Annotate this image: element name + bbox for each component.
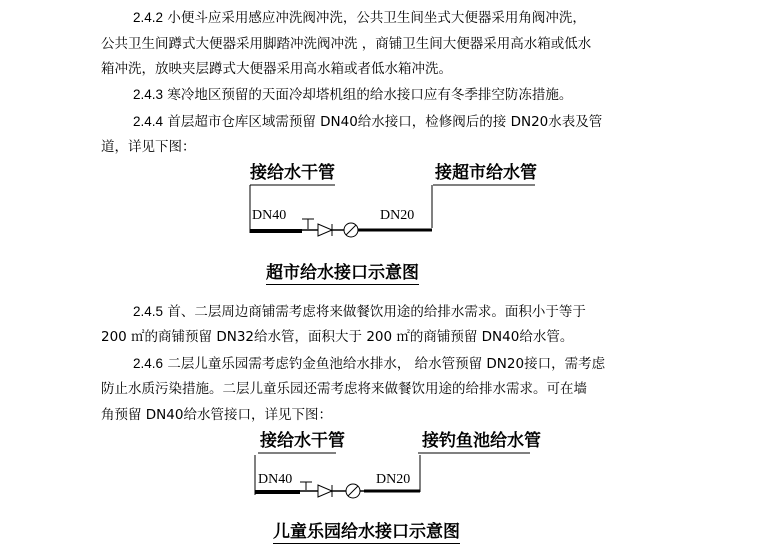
clause-text: 角预留 DN40给水管接口，详见下图： bbox=[101, 407, 332, 423]
clause-text: 首层超市仓库区域需预留 DN40给水接口，检修阀后的接 DN20水表及管 bbox=[163, 114, 603, 130]
clause-number: 2.4.3 bbox=[133, 87, 164, 102]
diagram2-right-label: 接钓鱼池给水管 bbox=[422, 431, 541, 451]
diagram1-check-valve-icon bbox=[318, 224, 332, 236]
diagram2-pipe bbox=[255, 453, 530, 498]
clause-text: 防止水质污染措施。二层儿童乐园还需考虑将来做餐饮用途的给排水需求。可在墙 bbox=[101, 381, 587, 397]
clause-text: 二层儿童乐园需考虑钓金鱼池给水排水， 给水管预留 DN20接口，需考虑 bbox=[163, 356, 606, 372]
diagram1-left-dn: DN40 bbox=[252, 208, 287, 223]
clause-text: 首、二层周边商铺需考虑将来做餐饮用途的给排水需求。面积小于等于 bbox=[163, 304, 586, 320]
diagram2-left-dn: DN40 bbox=[258, 472, 293, 487]
clause-text: 道，详见下图： bbox=[101, 139, 196, 155]
diagram1-right-label: 接超市给水管 bbox=[435, 163, 537, 183]
clause-number: 2.4.5 bbox=[133, 304, 164, 319]
diagram2-right-dn: DN20 bbox=[376, 472, 411, 487]
diagram1-left-label: 接给水干管 bbox=[250, 163, 335, 183]
diagram1-right-dn: DN20 bbox=[380, 208, 415, 223]
diagram2-left-label: 接给水干管 bbox=[260, 431, 345, 451]
clause-text: 200 ㎡的商铺预留 DN32给水管，面积大于 200 ㎡的商铺预留 DN40给水管。 bbox=[101, 329, 574, 345]
clause-text: 箱冲洗，放映夹层蹲式大便器采用高水箱或者低水箱冲洗。 bbox=[101, 61, 452, 77]
clause-number: 2.4.4 bbox=[133, 114, 164, 129]
clause-text: 小便斗应采用感应冲洗阀冲洗，公共卫生间坐式大便器采用角阀冲洗， bbox=[163, 10, 586, 26]
clause-text: 寒冷地区预留的天面冷却塔机组的给水接口应有冬季排空防冻措施。 bbox=[163, 87, 573, 103]
clause-number: 2.4.2 bbox=[133, 10, 164, 25]
diagram1-pipe bbox=[250, 185, 535, 237]
clause-text: 公共卫生间蹲式大便器采用脚踏冲洗阀冲洗 ，商铺卫生间大便器采用高水箱或低水 bbox=[101, 36, 592, 52]
diagram2-caption: 儿童乐园给水接口示意图 bbox=[273, 522, 460, 542]
diagram1-caption: 超市给水接口示意图 bbox=[266, 263, 419, 283]
diagram2-check-valve-icon bbox=[318, 485, 332, 497]
clause-number: 2.4.6 bbox=[133, 356, 164, 371]
